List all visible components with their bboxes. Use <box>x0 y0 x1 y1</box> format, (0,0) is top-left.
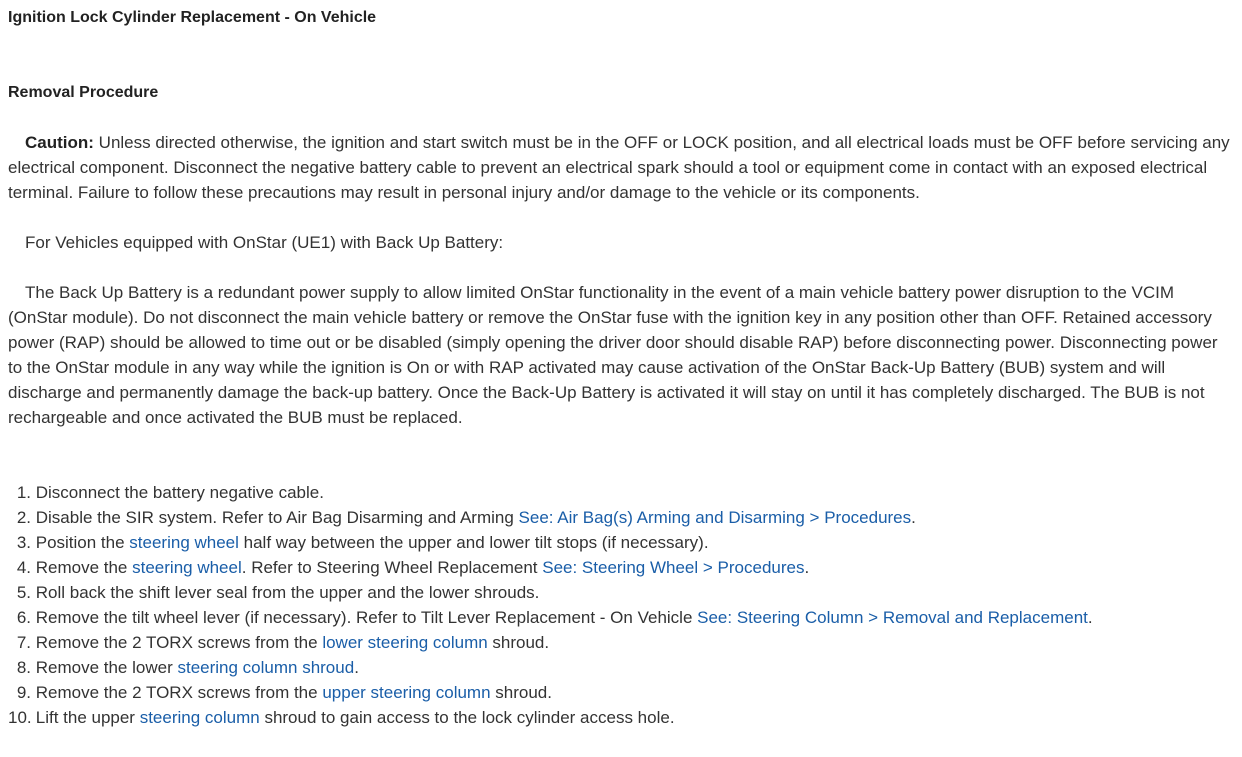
step-number: 5. <box>16 583 31 602</box>
reference-link[interactable]: steering column shroud <box>177 658 355 677</box>
caution-text: Unless directed otherwise, the ignition and start switch must be in the OFF or LOCK position, and all electrical loads must be OFF before servicing any electrical component. Disconnect the negative battery cable to prevent an electrical spark should a tool or equipment come in contact with an exposed electrical terminal. Failure to follow these precautions may result in personal injury and/or damage to the vehicle or its components. <box>8 133 1230 202</box>
bub-paragraph: The Back Up Battery is a redundant power supply to allow limited OnStar functionality in the event of a main vehicle battery power disruption to the VCIM (OnStar module). Do not disconnect the main vehicle battery or remove the OnStar fuse with the ignition key in any position other than OFF. Retained accessory power (RAP) should be allowed to time out or be disabled (simply opening the driver door should disable RAP) before disconnecting power. Disconnecting power to the OnStar module in any way while the ignition is On or with RAP activated may cause activation of the OnStar Back-Up Battery (BUB) system and will discharge and permanently damage the back-up battery. Once the Back-Up Battery is activated it will stay on until it has completely discharged. The BUB is not rechargeable and once activated the BUB must be replaced. <box>8 283 1218 427</box>
step-text: . <box>1087 608 1093 627</box>
procedure-step <box>8 480 1234 505</box>
procedure-step <box>8 680 1234 705</box>
step-text: Roll back the shift lever seal from the upper and the lower shrouds. <box>35 583 540 602</box>
reference-link[interactable]: lower steering column <box>322 633 488 652</box>
step-text: Disconnect the battery negative cable. <box>35 483 324 502</box>
procedure-step <box>8 630 1234 655</box>
procedure-step <box>8 555 1234 580</box>
step-text: Disable the SIR system. Refer to Air Bag Disarming and Arming <box>35 508 519 527</box>
step-text: shroud. <box>490 683 552 702</box>
step-number: 3. <box>16 533 31 552</box>
page-title: Ignition Lock Cylinder Replacement - On Vehicle <box>8 9 377 26</box>
step-number: 9. <box>16 683 31 702</box>
step-text: Lift the upper <box>35 708 140 727</box>
reference-link[interactable]: steering column <box>139 708 260 727</box>
step-text: . Refer to Steering Wheel Replacement <box>241 558 543 577</box>
caution-label: Caution: <box>25 133 94 152</box>
reference-link[interactable]: steering wheel <box>132 558 242 577</box>
step-text: Remove the 2 TORX screws from the <box>35 683 323 702</box>
step-text: . <box>911 508 916 527</box>
caution-paragraph <box>8 130 1234 205</box>
procedure-steps <box>8 480 1234 730</box>
step-text: . <box>804 558 810 577</box>
step-number: 4. <box>16 558 31 577</box>
reference-link[interactable]: See: Steering Column > Removal and Replacement <box>697 608 1088 627</box>
reference-link[interactable]: See: Steering Wheel > Procedures <box>542 558 805 577</box>
onstar-note: For Vehicles equipped with OnStar (UE1) with Back Up Battery: <box>25 233 504 252</box>
step-number: 7. <box>16 633 31 652</box>
step-text: Remove the 2 TORX screws from the <box>35 633 323 652</box>
procedure-step <box>8 605 1234 630</box>
step-text: half way between the upper and lower tilt stops (if necessary). <box>238 533 709 552</box>
section-heading: Removal Procedure <box>8 84 159 101</box>
reference-link[interactable]: See: Air Bag(s) Arming and Disarming > Procedures <box>518 508 912 527</box>
step-number: 10. <box>8 708 32 727</box>
procedure-step <box>8 530 1234 555</box>
reference-link[interactable]: steering wheel <box>129 533 239 552</box>
procedure-step <box>8 655 1234 680</box>
step-text: Remove the lower <box>35 658 178 677</box>
step-text: Remove the tilt wheel lever (if necessary). Refer to Tilt Lever Replacement - On Vehicle <box>35 608 698 627</box>
procedure-step <box>8 580 1234 605</box>
reference-link[interactable]: upper steering column <box>322 683 491 702</box>
step-number: 6. <box>16 608 31 627</box>
step-text: . <box>354 658 359 677</box>
step-number: 8. <box>16 658 31 677</box>
step-text: Remove the <box>35 558 133 577</box>
step-number: 2. <box>16 508 31 527</box>
step-number: 1. <box>16 483 31 502</box>
procedure-step <box>8 705 1234 730</box>
step-text: shroud. <box>487 633 550 652</box>
procedure-step <box>8 505 1234 530</box>
step-text: Position the <box>35 533 130 552</box>
step-text: shroud to gain access to the lock cylinder access hole. <box>259 708 675 727</box>
